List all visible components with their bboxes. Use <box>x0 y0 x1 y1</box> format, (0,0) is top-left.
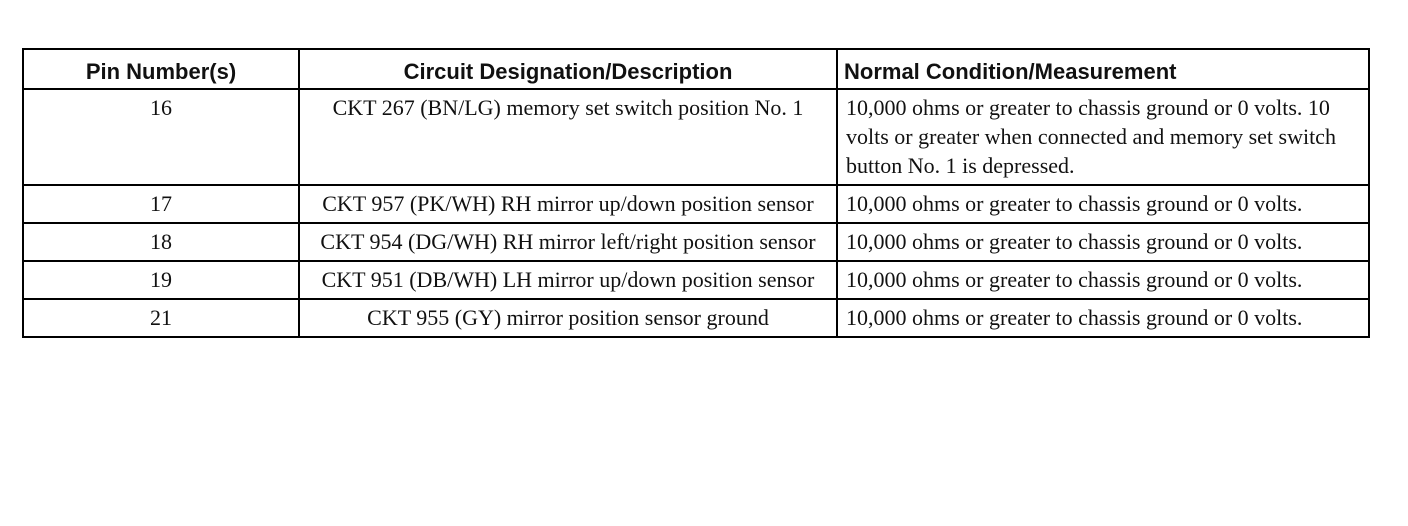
table-row <box>23 261 1369 299</box>
table-row <box>23 223 1369 261</box>
header-normal-condition: Normal Condition/Measurement <box>837 49 1369 89</box>
condition-cell: 10,000 ohms or greater to chassis ground or 0 volts. <box>837 185 1369 223</box>
pin-cell: 16 <box>23 89 299 185</box>
document-page <box>22 48 1368 338</box>
condition-cell: 10,000 ohms or greater to chassis ground or 0 volts. <box>837 261 1369 299</box>
table-row <box>23 185 1369 223</box>
header-circuit-description: Circuit Designation/Description <box>299 49 837 89</box>
table-header <box>23 49 1369 89</box>
description-cell: CKT 954 (DG/WH) RH mirror left/right position sensor <box>299 223 837 261</box>
table-row <box>23 299 1369 337</box>
table-row <box>23 89 1369 185</box>
pin-spec-table <box>22 48 1370 338</box>
description-cell: CKT 951 (DB/WH) LH mirror up/down position sensor <box>299 261 837 299</box>
header-pin-numbers: Pin Number(s) <box>23 49 299 89</box>
pin-cell: 18 <box>23 223 299 261</box>
pin-cell: 17 <box>23 185 299 223</box>
description-cell: CKT 955 (GY) mirror position sensor ground <box>299 299 837 337</box>
condition-cell: 10,000 ohms or greater to chassis ground or 0 volts. <box>837 223 1369 261</box>
condition-cell: 10,000 ohms or greater to chassis ground or 0 volts. 10 volts or greater when connected and memory set switch button No. 1 is depressed. <box>837 89 1369 185</box>
table-body <box>23 89 1369 337</box>
pin-cell: 21 <box>23 299 299 337</box>
description-cell: CKT 267 (BN/LG) memory set switch position No. 1 <box>299 89 837 185</box>
description-cell: CKT 957 (PK/WH) RH mirror up/down position sensor <box>299 185 837 223</box>
pin-cell: 19 <box>23 261 299 299</box>
header-row <box>23 49 1369 89</box>
condition-cell: 10,000 ohms or greater to chassis ground or 0 volts. <box>837 299 1369 337</box>
